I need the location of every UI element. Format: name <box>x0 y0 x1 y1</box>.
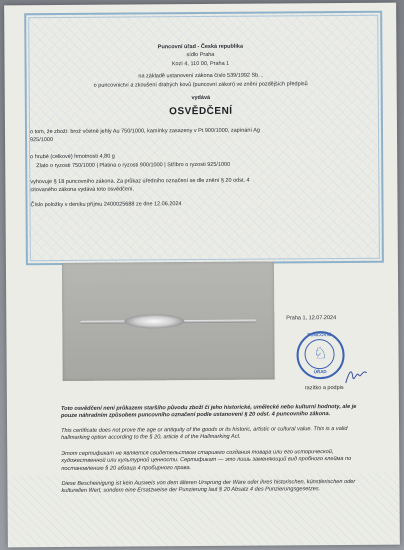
disclaimer-german: Diese Bescheinigung ist kein Ausweis von dem älteren Ursprung der Ware oder ihres historischen, künstlerischen oder kulturellen Wert, sondern eine Ersatzweise der Punzierung laut § 20 Absatz 4 des Punzierungsgesetzes. <box>61 478 356 495</box>
disclaimer-czech: Toto osvědčení není průkazem staršího původu zboží či jeho historické, umělecké nebo kulturní hodnoty, ale je pouze náhradním způsobem puncovního označení podle ustanovení § 20 odst. 4 puncovního zákona. <box>60 403 357 420</box>
purity-line: Zlato o ryzosti 750/1000 | Platina o ryzosti 900/1000 | Stříbro o ryzosti 925/1000 <box>36 161 231 170</box>
law-line-1: na základě ustanovení zákona číslo 539/1992 Sb. , <box>138 72 263 80</box>
brooch-stones <box>124 314 184 328</box>
gross-weight: o hrubé (celkové) hmotnosti 4,80 g <box>30 153 115 161</box>
goods-description: o tom, že zboží: brož včetně jehly Au 750/1000, kamínky zasazeny v Pt 900/1000, zapínání Ag <box>29 127 260 136</box>
certificate-title: OSVĚDČENÍ <box>169 105 233 118</box>
goods-description-cont: 925/1000 <box>30 137 54 144</box>
disclaimer-english: This certificate does not prove the age or antiquity of the goods or its historic, artistic or cultural value. This is a valid hallmarking option according to the § 20, article 4 of the Hallmarking Act. <box>61 425 348 442</box>
place-date: Praha 1, 12.07.2024 <box>286 315 337 322</box>
certificate-document <box>4 3 400 548</box>
stamp-bottom-text: ÚŘAD <box>313 369 327 375</box>
brooch-photo <box>62 261 275 380</box>
disclaimer-russian: Этот сертификат не является свидетельством старшего создания товара или его исторической, художественной или культурной ценности. Сертификат — это лишь заменяющий вид пробного клейма по постановлению § 20 абзаца 4 пробирного права. <box>61 449 352 472</box>
conformity-line-2: citovaného zákona vydává toto osvědčení. <box>30 186 135 194</box>
lion-emblem-icon: ♘ <box>313 345 328 363</box>
conformity-line-1: vyhovuje § 18 puncovního zákona. Za průkaz úředního označení se dle znění § 20 odst. 4 <box>30 177 250 186</box>
stamp-top-text: PUNCOVNÍ <box>307 332 332 338</box>
office-name: Puncovní úřad - Česká republika <box>157 43 244 51</box>
issues-label: vydává <box>191 94 211 102</box>
office-address: Kozí 4, 110 00, Praha 1 <box>171 60 230 68</box>
law-line-2: o puncovnictví a zkoušení drahých kovů (puncovní zákon) ve znění pozdějších předpisů <box>93 81 308 89</box>
signature-label: razítko a podpis <box>304 385 344 392</box>
item-number: Číslo položky v deníku příjmu 2400025688 ze dne 12.06.2024 <box>30 201 182 209</box>
office-seat: sídlo Praha <box>186 51 215 59</box>
official-stamp <box>296 331 344 379</box>
signature <box>343 363 373 387</box>
